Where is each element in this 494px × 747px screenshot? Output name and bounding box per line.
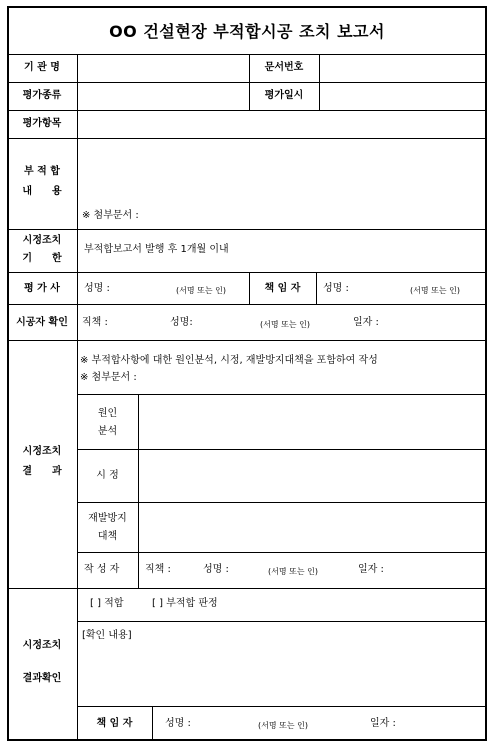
eval-date-label: 평가일시: [264, 90, 304, 101]
column-divider: [138, 394, 139, 588]
column-divider: [152, 706, 153, 741]
correction-label: 시 정: [96, 470, 119, 481]
deadline-label: 기 한: [22, 253, 62, 264]
conforming-checkbox[interactable]: [ ] 적합: [90, 598, 124, 609]
row-divider: [77, 621, 487, 622]
result-attachment: ※ 첨부문서 :: [80, 372, 137, 383]
row-divider: [7, 340, 487, 341]
eval-type-label: 평가종류: [22, 90, 62, 101]
author-sign: (서명 또는 인): [268, 567, 318, 576]
manager-name: 성명 :: [323, 283, 349, 294]
confirm-content-label: [확인 내용]: [82, 630, 132, 641]
deadline-label: 시정조치: [22, 235, 62, 246]
nonconforming-checkbox[interactable]: [ ] 부적합 판정: [152, 598, 218, 609]
author-name: 성명 :: [203, 564, 229, 575]
row-divider: [77, 706, 487, 707]
report-title: OO 건설현장 부적합시공 조치 보고서: [109, 21, 385, 41]
confirm-manager-name: 성명 :: [165, 718, 191, 729]
evaluator-name: 성명 :: [84, 283, 110, 294]
confirm-manager-date: 일자 :: [370, 718, 396, 729]
evaluator-label: 평 가 사: [24, 283, 60, 294]
confirm-label: 결과확인: [22, 673, 62, 684]
nonconformance-label: 내 용: [22, 186, 62, 197]
row-divider: [7, 82, 487, 83]
author-date: 일자 :: [358, 564, 384, 575]
confirm-label: 시정조치: [22, 640, 62, 651]
confirm-manager-label: 책 임 자: [96, 718, 133, 729]
report-form: [7, 6, 487, 741]
nonconformance-label: 부 적 합: [24, 166, 60, 177]
attachment-note: ※ 첨부문서 :: [82, 210, 139, 221]
prevention-label: 재발방지: [88, 513, 127, 524]
manager-label: 책 임 자: [264, 283, 301, 294]
row-divider: [7, 138, 487, 139]
row-divider: [7, 54, 487, 55]
cause-label: 분석: [97, 426, 118, 437]
contractor-label: 시공자 확인: [16, 317, 68, 328]
confirm-manager-sign: (서명 또는 인): [258, 721, 308, 730]
result-note: ※ 부적합사항에 대한 원인분석, 시정, 재발방지대책을 포함하여 작성: [80, 355, 378, 366]
deadline-value: 부적합보고서 발행 후 1개월 이내: [84, 244, 229, 255]
org-label: 기 관 명: [24, 62, 60, 73]
column-divider: [319, 54, 320, 110]
evaluator-sign: (서명 또는 인): [176, 286, 226, 295]
author-position: 직책 :: [145, 564, 171, 575]
doc-no-label: 문서번호: [264, 62, 304, 73]
row-divider: [7, 588, 487, 589]
row-divider: [7, 110, 487, 111]
row-divider: [7, 229, 487, 230]
row-divider: [7, 304, 487, 305]
cause-label: 원인: [97, 408, 118, 419]
row-divider: [7, 272, 487, 273]
result-label: 시정조치: [22, 446, 62, 457]
contractor-date: 일자 :: [353, 317, 379, 328]
author-label: 작 성 자: [84, 564, 120, 575]
prevention-label: 대책: [97, 531, 118, 542]
eval-item-label: 평가항목: [22, 118, 62, 129]
contractor-position: 직책 :: [82, 317, 108, 328]
column-divider: [77, 54, 78, 741]
contractor-sign: (서명 또는 인): [260, 320, 310, 329]
manager-sign: (서명 또는 인): [410, 286, 460, 295]
contractor-name: 성명:: [170, 317, 193, 328]
result-label: 결 과: [22, 466, 62, 477]
column-divider: [316, 272, 317, 304]
